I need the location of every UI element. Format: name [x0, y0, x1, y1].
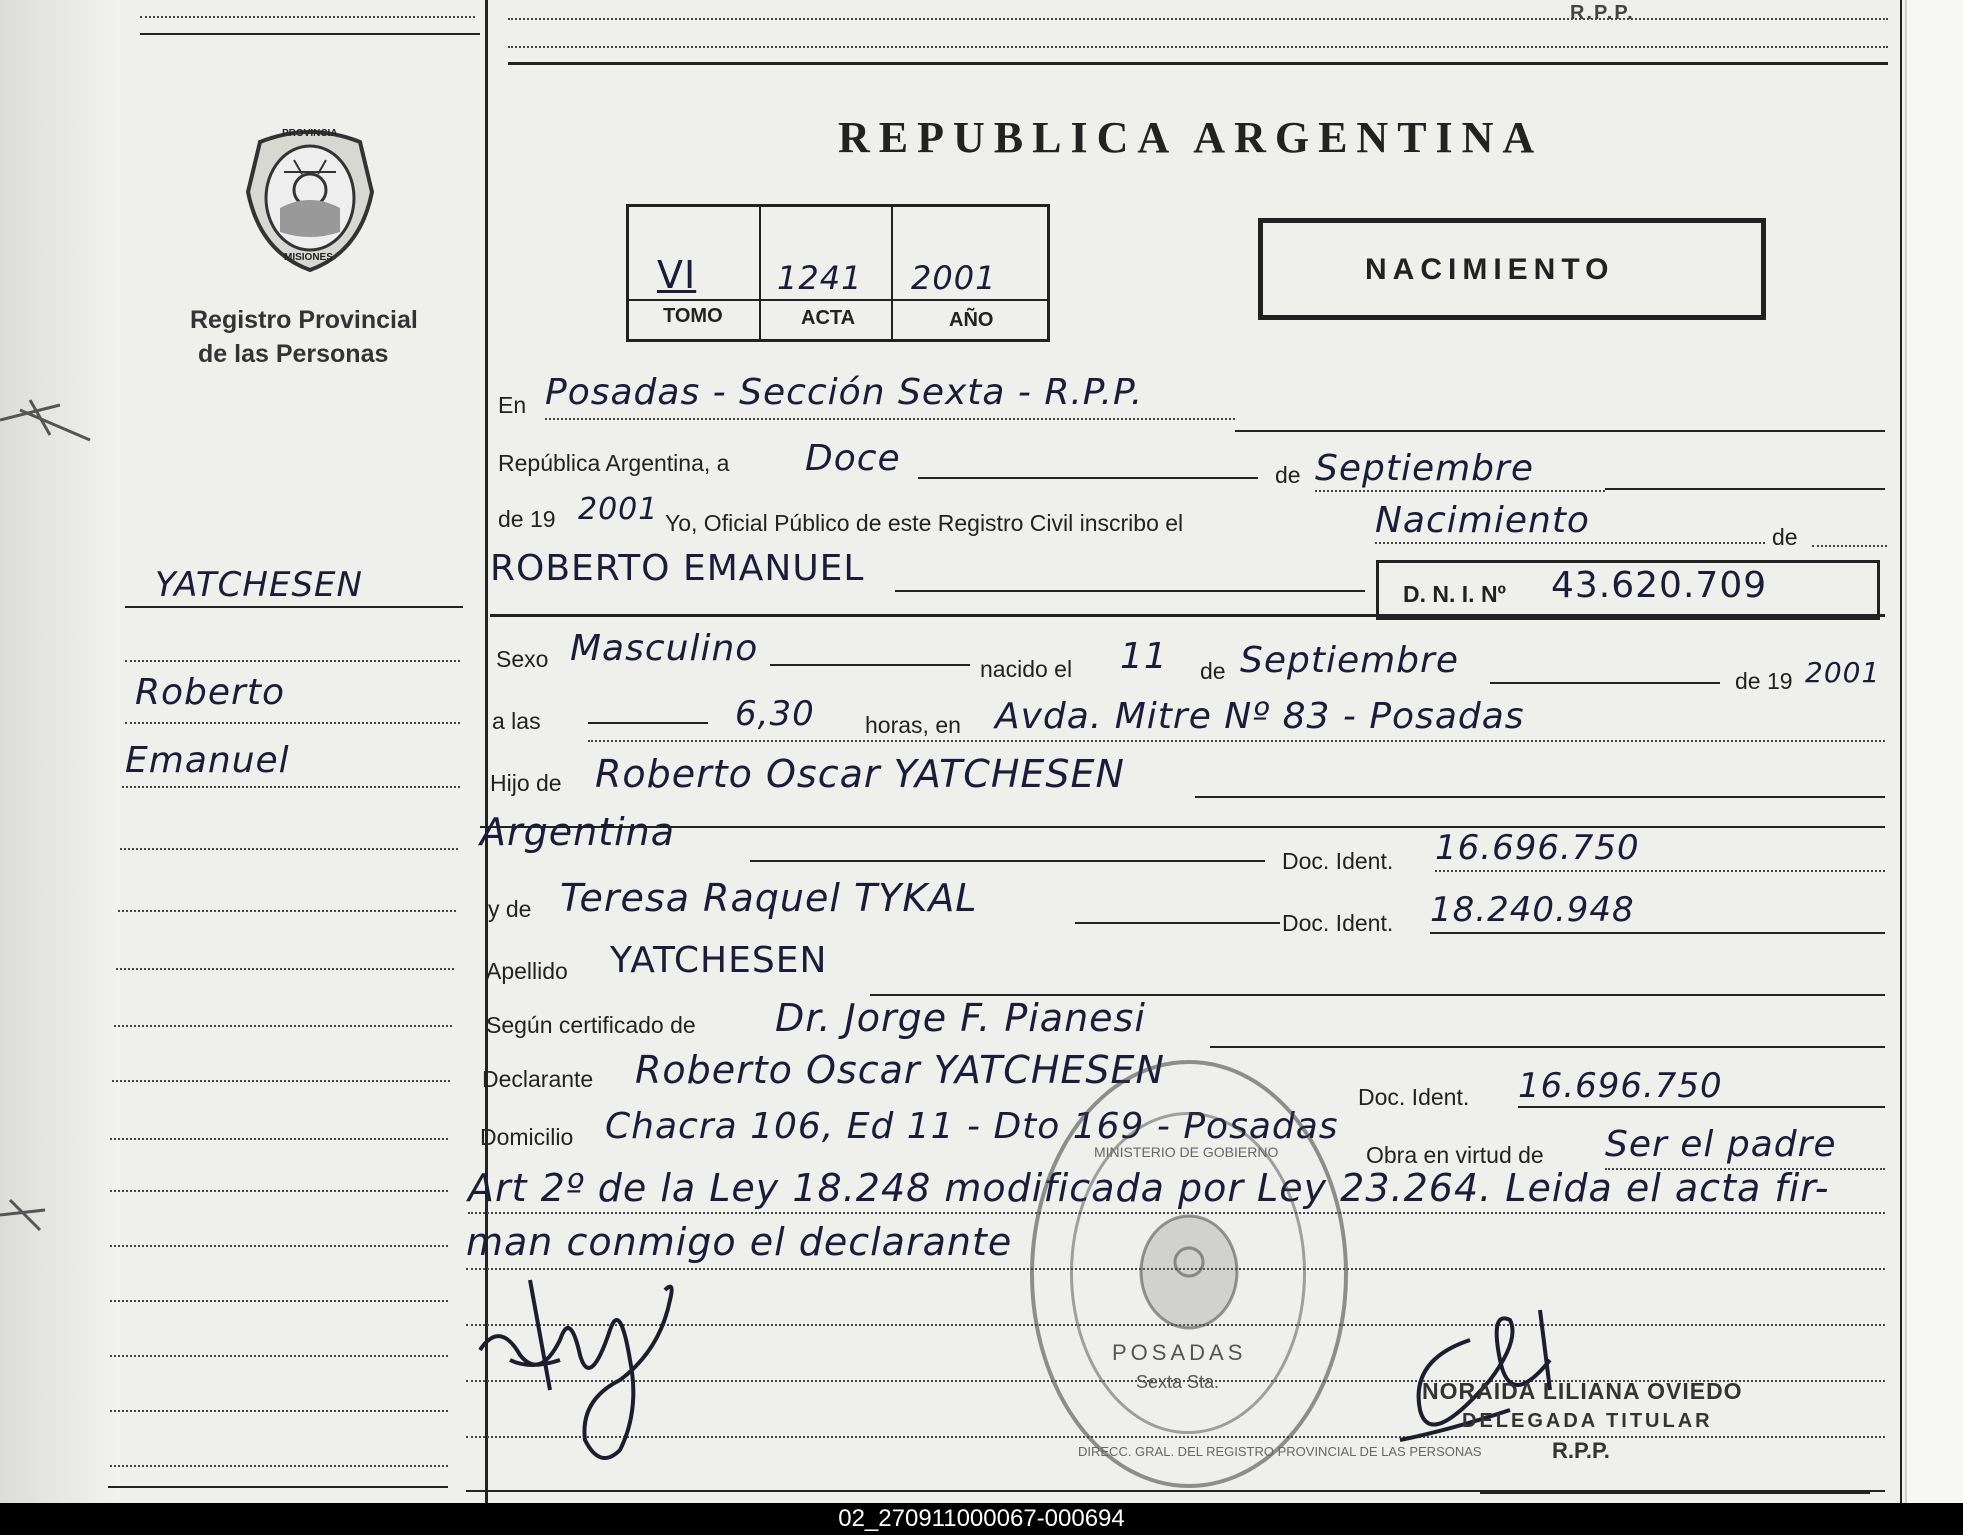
dni-box — [1376, 560, 1880, 620]
day-words: Doce — [805, 438, 901, 479]
dni-value: 43.620.709 — [1551, 565, 1768, 606]
de-19-label: de 19 — [1735, 668, 1793, 694]
record-type-box — [1258, 218, 1766, 320]
birth-year: 2001 — [1805, 656, 1881, 689]
year-prefix: de 19 — [498, 506, 556, 532]
apellido-value: YATCHESEN — [610, 940, 828, 981]
father-doc: 16.696.750 — [1435, 828, 1640, 868]
country-title: REPUBLICA ARGENTINA — [838, 113, 1544, 162]
domicilio-label: Domicilio — [480, 1124, 574, 1150]
doctor-value: Dr. Jorge F. Pianesi — [775, 996, 1146, 1040]
right-border — [1900, 0, 1902, 1503]
note-line-2: man conmigo el declarante — [466, 1220, 1013, 1264]
emblem-text-bottom: MISIONES — [284, 252, 333, 263]
official-name: NORAIDA LILIANA OVIEDO — [1422, 1378, 1743, 1404]
hijo-label: Hijo de — [490, 770, 562, 796]
de-label: de — [1275, 462, 1301, 488]
margin-surname: YATCHESEN — [155, 565, 363, 605]
month-value: Septiembre — [1315, 448, 1534, 489]
birth-month: Septiembre — [1240, 640, 1459, 681]
seal-section: Sexta Sta. — [1136, 1372, 1220, 1392]
de-label-2: de — [1772, 524, 1798, 550]
apellido-label: Apellido — [486, 958, 568, 984]
place-value: Posadas - Sección Sexta - R.P.P. — [545, 372, 1144, 413]
declarante-doc: 16.696.750 — [1518, 1066, 1723, 1106]
domicilio-value: Chacra 106, Ed 11 - Dto 169 - Posadas — [605, 1106, 1339, 1147]
birth-day: 11 — [1120, 636, 1168, 677]
en-label: En — [498, 392, 527, 418]
tomo-value: VI — [657, 253, 697, 297]
yo-text: Yo, Oficial Público de este Registro Civil inscribo el — [665, 510, 1184, 536]
margin-second-name: Emanuel — [125, 740, 290, 781]
declarante-value: Roberto Oscar YATCHESEN — [635, 1048, 1165, 1092]
page-edge — [1905, 0, 1963, 1503]
father-nationality: Argentina — [480, 810, 676, 854]
de-label-3: de — [1200, 658, 1226, 684]
birth-place: Avda. Mitre Nº 83 - Posadas — [995, 696, 1525, 737]
a-las-label: a las — [492, 708, 541, 734]
declarant-signature — [470, 1260, 700, 1480]
registry-name-line1: Registro Provincial — [190, 306, 418, 334]
mother-name: Teresa Raquel TYKAL — [560, 876, 978, 920]
registry-name-line2: de las Personas — [198, 340, 389, 368]
emblem-text-top: PROVINCIA — [282, 128, 338, 139]
dni-label: D. N. I. Nº — [1403, 581, 1506, 607]
obra-label: Obra en virtud de — [1366, 1142, 1544, 1168]
note-line-1: Art 2º de la Ley 18.248 modificada por Ley 23.264. Leida el acta fir- — [468, 1166, 1830, 1210]
record-type: NACIMIENTO — [1365, 253, 1615, 286]
hora-value: 6,30 — [735, 694, 815, 734]
tomo-label: TOMO — [663, 305, 723, 327]
image-code-footer: 02_270911000067-000694 — [0, 1503, 1963, 1535]
declarante-doc-label: Doc. Ident. — [1358, 1084, 1470, 1110]
father-doc-label: Doc. Ident. — [1282, 848, 1394, 874]
official-title: DELEGADA TITULAR — [1462, 1410, 1713, 1432]
year-value: 2001 — [578, 492, 659, 527]
horas-en-label: horas, en — [865, 712, 961, 738]
acta-value: 1241 — [777, 259, 863, 297]
seal-inner-text: MINISTERIO DE GOBIERNO — [1094, 1144, 1279, 1160]
y-de-label: y de — [488, 896, 532, 922]
record-number-box — [626, 204, 1050, 342]
official-office: R.P.P. — [1552, 1438, 1610, 1463]
top-stamp-fragment: R.P.P. — [1570, 2, 1635, 24]
seal-city: POSADAS — [1112, 1340, 1247, 1365]
segun-label: Según certificado de — [486, 1012, 696, 1038]
nacido-label: nacido el — [980, 656, 1073, 682]
sexo-value: Masculino — [570, 628, 759, 669]
margin-first-name: Roberto — [135, 672, 285, 713]
act-type-value: Nacimiento — [1375, 500, 1590, 541]
binding-margin — [0, 0, 120, 1503]
acta-label: ACTA — [801, 307, 856, 329]
mother-doc-label: Doc. Ident. — [1282, 910, 1394, 936]
binding-thread-mark — [0, 380, 100, 470]
declarante-label: Declarante — [482, 1066, 594, 1092]
misiones-emblem — [240, 122, 380, 274]
child-names: ROBERTO EMANUEL — [490, 548, 865, 589]
republica-label: República Argentina, a — [498, 450, 730, 476]
father-name: Roberto Oscar YATCHESEN — [595, 752, 1125, 796]
ano-value: 2001 — [911, 259, 997, 297]
binding-thread-mark — [0, 1190, 60, 1240]
sexo-label: Sexo — [496, 646, 549, 672]
ano-label: AÑO — [949, 309, 994, 331]
seal-ring-text: DIRECC. GRAL. DEL REGISTRO PROVINCIAL DE LAS PERSONAS — [1078, 1444, 1482, 1459]
obra-value: Ser el padre — [1605, 1124, 1837, 1165]
mother-doc: 18.240.948 — [1430, 890, 1635, 930]
